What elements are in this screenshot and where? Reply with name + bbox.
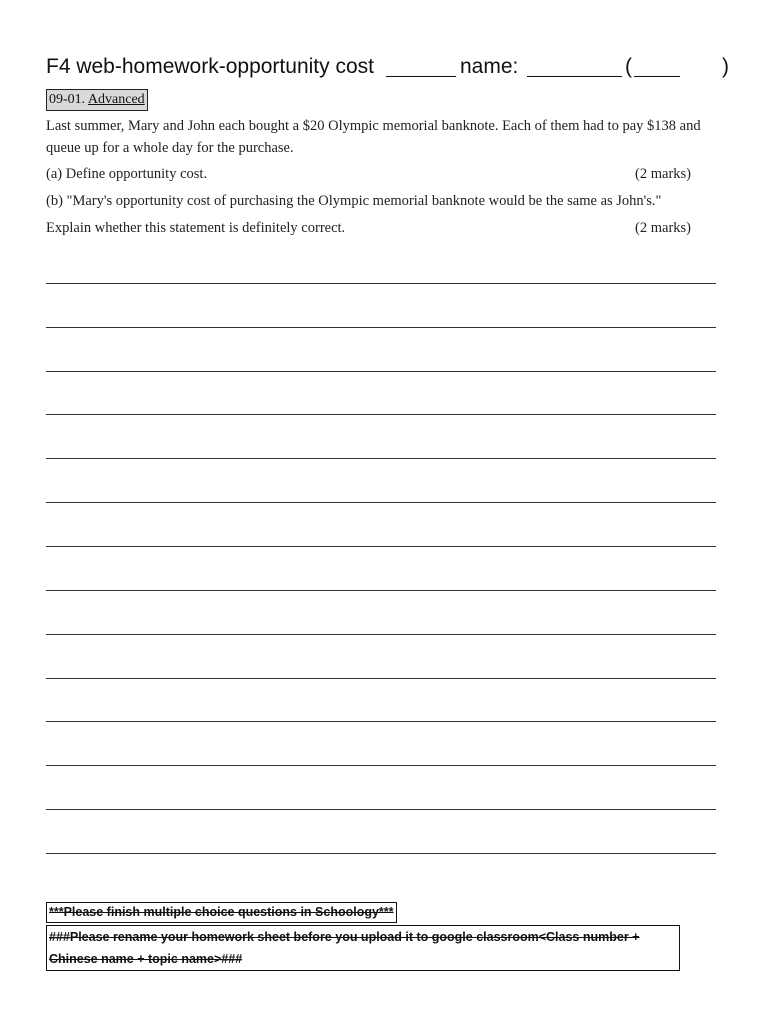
class-number-blank	[634, 76, 680, 77]
answer-line[interactable]	[46, 765, 716, 766]
answer-line[interactable]	[46, 283, 716, 284]
answer-line[interactable]	[46, 634, 716, 635]
part-a-text: (a) Define opportunity cost.	[46, 166, 208, 182]
part-b-row-1	[46, 190, 714, 212]
question-number: 09-01.	[49, 92, 86, 107]
answer-line[interactable]	[46, 678, 716, 679]
part-b-row-2	[46, 217, 691, 239]
name-label: name:	[460, 55, 519, 78]
worksheet-header	[46, 52, 746, 82]
rename-note: ###Please rename your homework sheet before you upload it to google classroom<Class number + Chinese name + topic name>###	[46, 925, 680, 971]
part-a-row	[46, 163, 691, 185]
question-stem: Last summer, Mary and John each bought a $20 Olympic memorial banknote. Each of them had to pay $138 and queue up for a whole day for the purchase.	[46, 118, 701, 156]
name-blank	[527, 76, 622, 77]
schoology-note: ***Please finish multiple choice questions in Schoology***	[46, 902, 397, 923]
part-b-statement: (b) "Mary's opportunity cost of purchasing the Olympic memorial banknote would be the same as John's."	[46, 193, 662, 209]
submission-notes	[46, 902, 680, 973]
answer-line[interactable]	[46, 590, 716, 591]
part-a-marks: (2 marks)	[635, 166, 691, 182]
answer-line[interactable]	[46, 546, 716, 547]
answer-line[interactable]	[46, 502, 716, 503]
answer-line[interactable]	[46, 327, 716, 328]
answer-line[interactable]	[46, 371, 716, 372]
part-b-marks: (2 marks)	[635, 220, 691, 236]
worksheet-title: F4 web-homework-opportunity cost	[46, 55, 374, 78]
class-number-paren-close: )	[722, 55, 729, 78]
answer-line[interactable]	[46, 853, 716, 854]
answer-line[interactable]	[46, 414, 716, 415]
answer-line[interactable]	[46, 458, 716, 459]
question-number-badge	[46, 89, 148, 111]
class-number-paren-open: (	[625, 55, 632, 78]
question-level: Advanced	[87, 92, 145, 107]
title-underline	[386, 76, 456, 77]
answer-line[interactable]	[46, 809, 716, 810]
part-b-text: Explain whether this statement is definitely correct.	[46, 220, 346, 236]
answer-line[interactable]	[46, 721, 716, 722]
